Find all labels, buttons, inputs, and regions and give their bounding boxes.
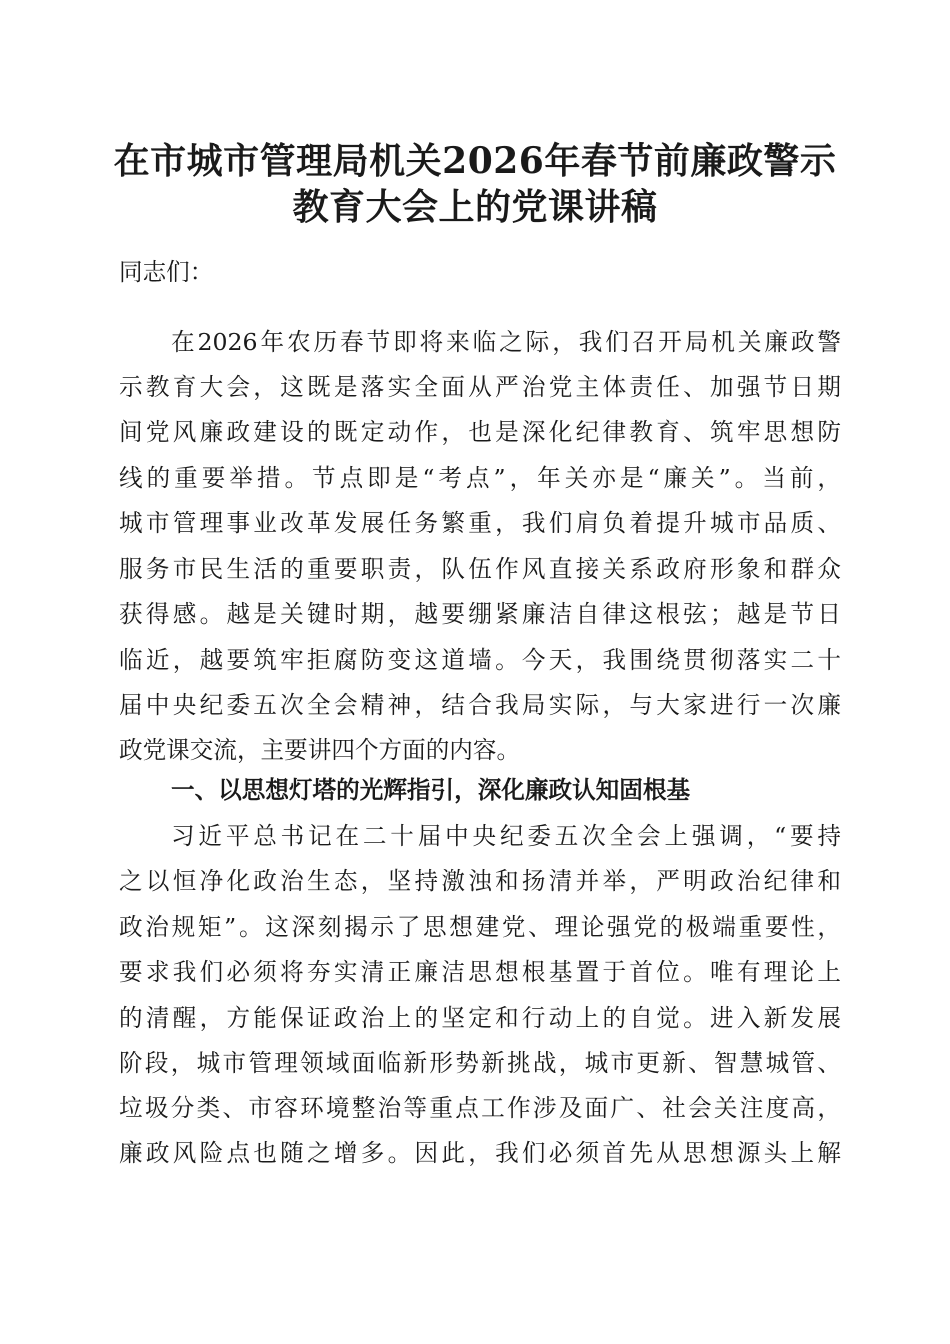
document-title-line-2: 教育大会上的党课讲稿 <box>292 186 658 228</box>
section-1-line: 垃圾分类、市容环境整治等重点工作涉及面广、社会关注度高， <box>119 1094 841 1122</box>
section-1-line: 阶段，城市管理领域面临新形势新挑战，城市更新、智慧城管、 <box>119 1049 841 1077</box>
intro-line: 在2026年农历春节即将来临之际，我们召开局机关廉政警 <box>171 328 841 356</box>
section-1-line: 之以恒净化政治生态，坚持激浊和扬清并举，严明政治纪律和 <box>119 867 841 895</box>
section-1-line: 廉政风险点也随之增多。因此，我们必须首先从思想源头上解 <box>119 1139 841 1167</box>
section-1-line: 的清醒，方能保证政治上的坚定和行动上的自觉。进入新发展 <box>119 1004 841 1032</box>
intro-line: 临近，越要筑牢拒腐防变这道墙。今天，我围绕贯彻落实二十 <box>119 646 841 674</box>
intro-line: 获得感。越是关键时期，越要绷紧廉洁自律这根弦；越是节日 <box>119 600 841 628</box>
intro-line: 届中央纪委五次全会精神，结合我局实际，与大家进行一次廉 <box>119 691 841 719</box>
section-1-line: 政治规矩”。这深刻揭示了思想建党、理论强党的极端重要性， <box>119 913 841 941</box>
intro-line: 政党课交流，主要讲四个方面的内容。 <box>119 736 521 764</box>
intro-line: 城市管理事业改革发展任务繁重，我们肩负着提升城市品质、 <box>119 509 841 537</box>
intro-line: 间党风廉政建设的既定动作，也是深化纪律教育、筑牢思想防 <box>119 418 841 446</box>
intro-line: 示教育大会，这既是落实全面从严治党主体责任、加强节日期 <box>119 373 841 401</box>
intro-line: 服务市民生活的重要职责，队伍作风直接关系政府形象和群众 <box>119 555 841 583</box>
section-1-line: 习近平总书记在二十届中央纪委五次全会上强调，“要持 <box>171 822 841 850</box>
section-1-heading: 一、以思想灯塔的光辉指引，深化廉政认知固根基 <box>171 776 691 804</box>
salutation: 同志们： <box>119 258 214 286</box>
intro-line: 线的重要举措。节点即是“考点”，年关亦是“廉关”。当前， <box>119 464 841 492</box>
document-title-line-1: 在市城市管理局机关2026年春节前廉政警示 <box>113 140 837 182</box>
section-1-line: 要求我们必须将夯实清正廉洁思想根基置于首位。唯有理论上 <box>119 958 841 986</box>
